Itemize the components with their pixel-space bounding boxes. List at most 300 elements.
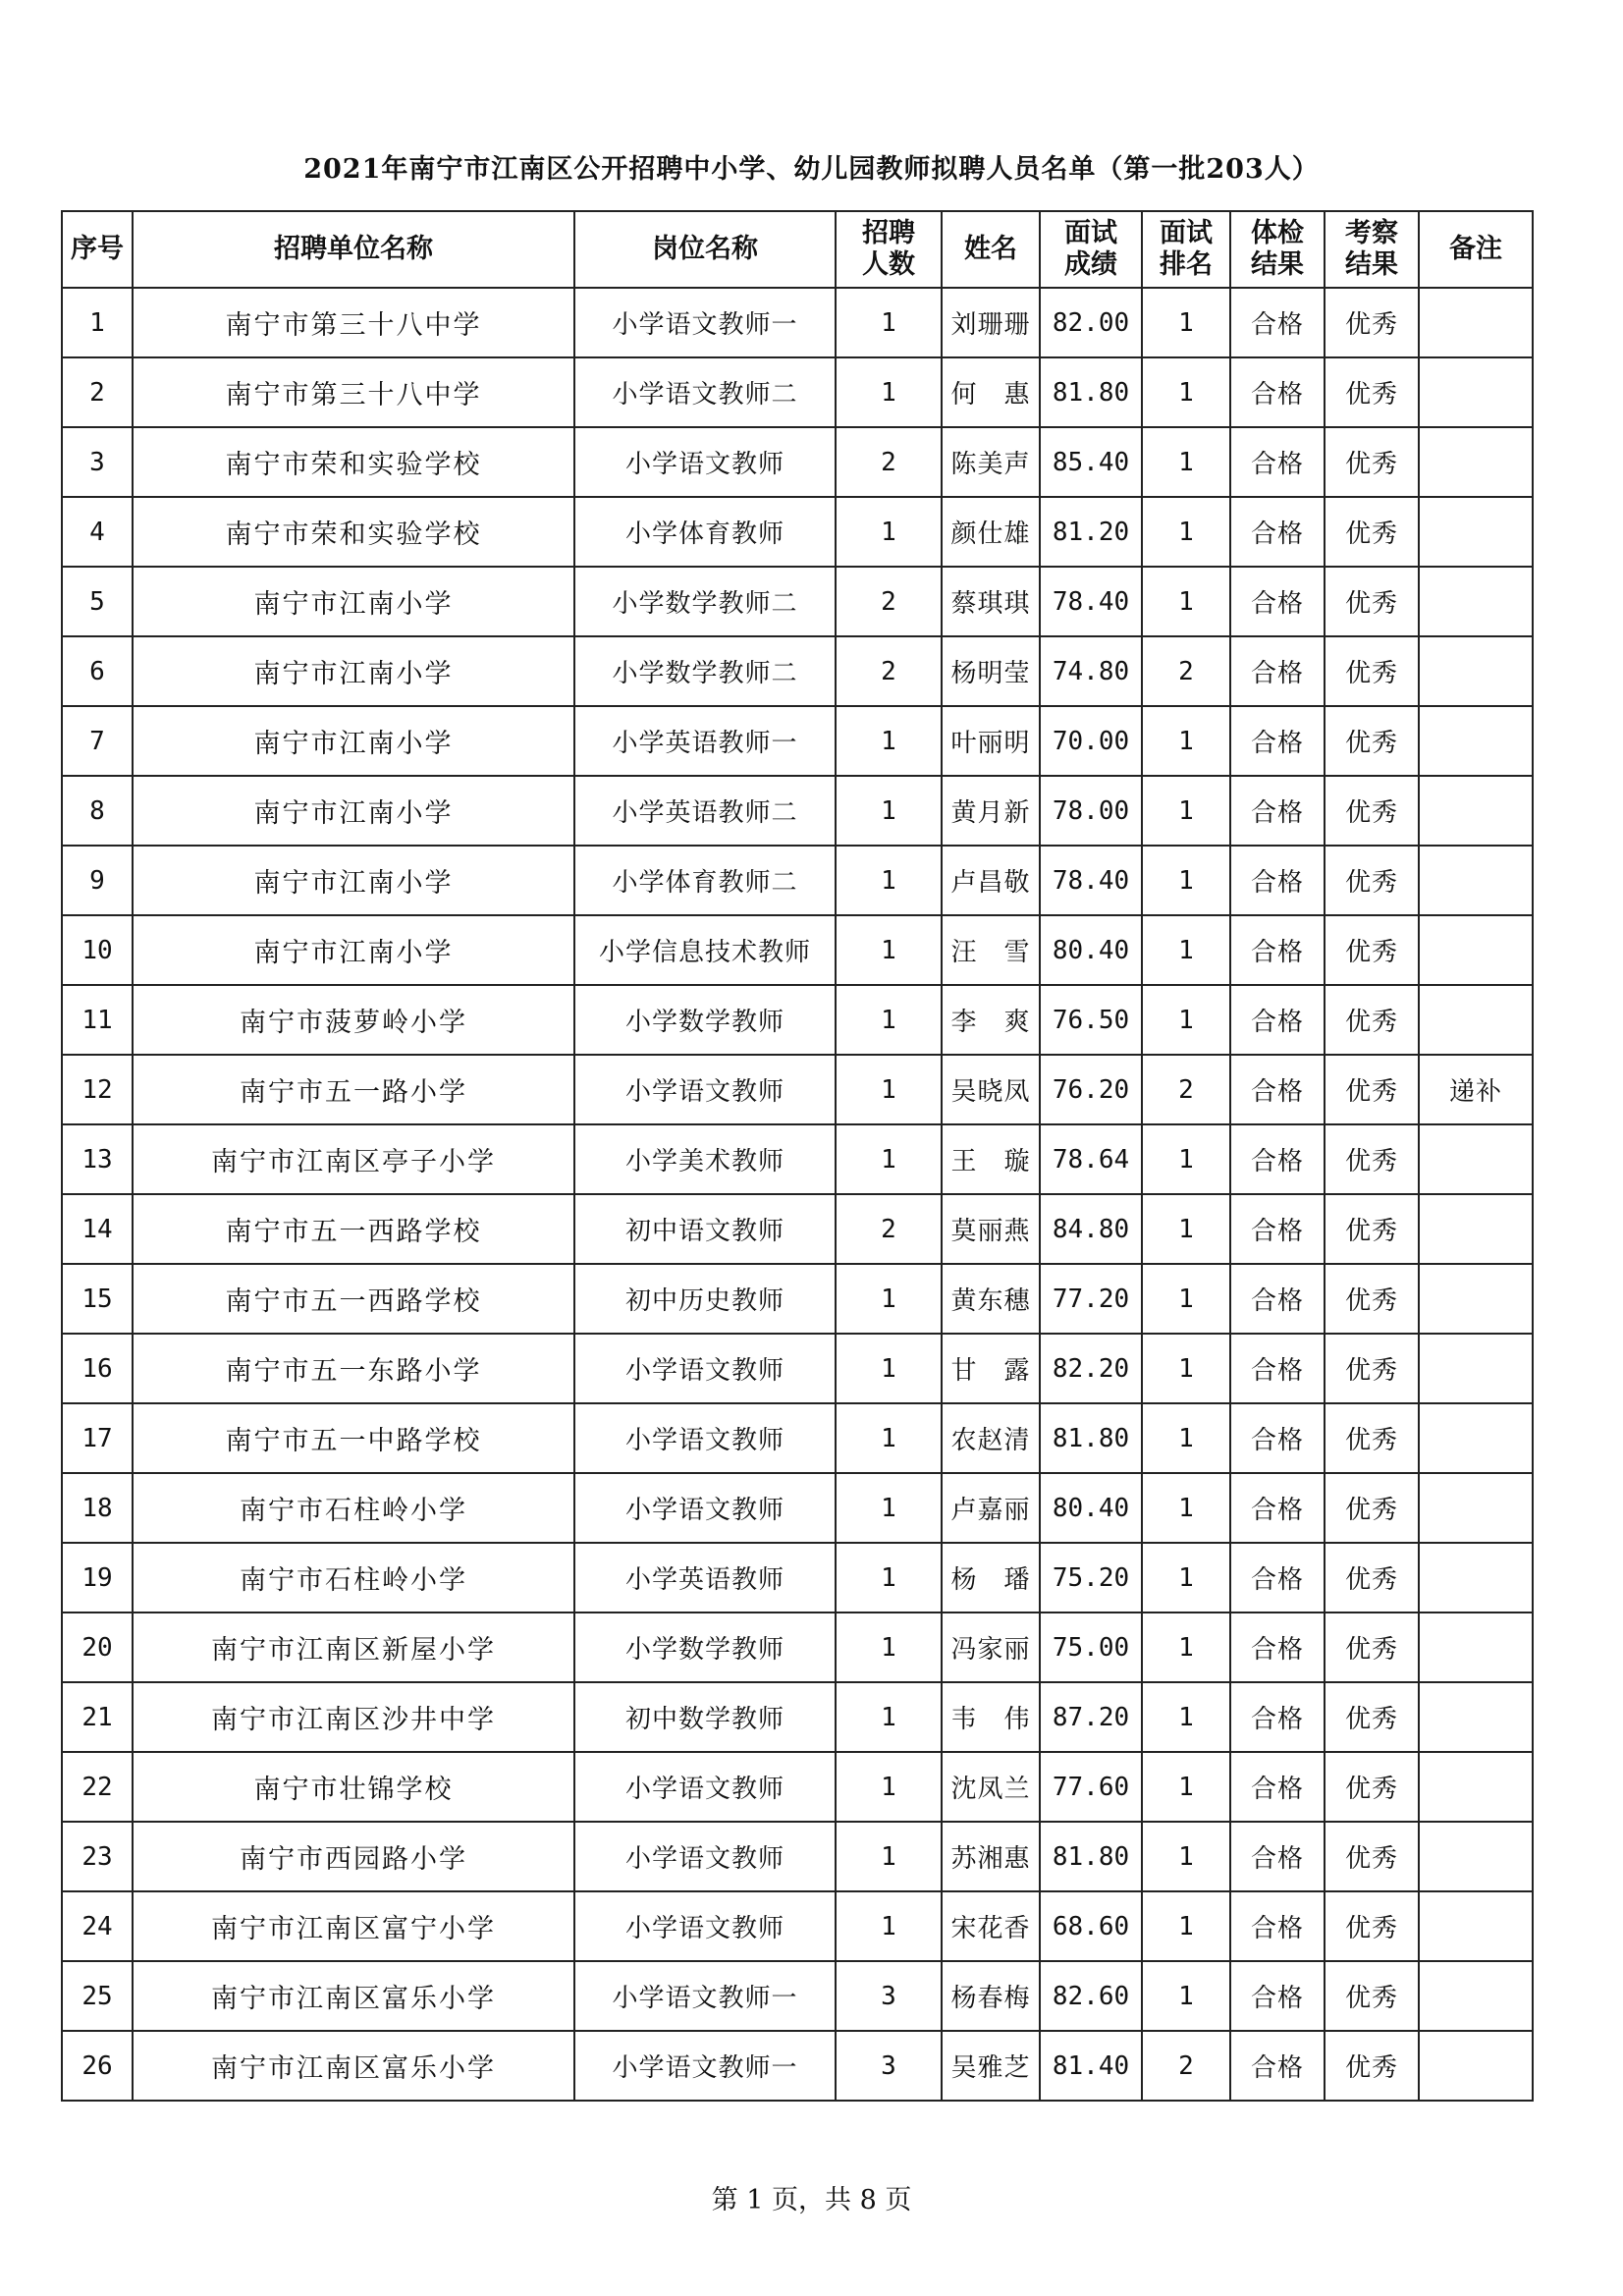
cell-name: 苏湘惠 [942,1822,1040,1891]
table-row [62,1822,1533,1891]
cell-exam: 合格 [1230,1752,1325,1822]
cell-no: 25 [62,1961,133,2031]
cell-rank: 1 [1142,288,1230,357]
cell-remark [1419,357,1533,427]
cell-position: 小学信息技术教师 [574,915,836,985]
cell-score: 68.60 [1040,1891,1142,1961]
header-quota-line2: 人数 [862,249,915,280]
cell-unit: 南宁市五一路小学 [133,1055,574,1124]
header-unit: 招聘单位名称 [133,211,574,288]
cell-review: 优秀 [1325,1264,1419,1334]
cell-review: 优秀 [1325,1543,1419,1613]
cell-position: 小学英语教师 [574,1543,836,1613]
cell-exam: 合格 [1230,915,1325,985]
cell-exam: 合格 [1230,1822,1325,1891]
cell-quota: 1 [836,706,942,776]
cell-position: 小学语文教师 [574,1891,836,1961]
cell-unit: 南宁市江南小学 [133,567,574,636]
cell-score: 77.20 [1040,1264,1142,1334]
cell-review: 优秀 [1325,1473,1419,1543]
table-row [62,1543,1533,1613]
cell-score: 78.00 [1040,776,1142,846]
cell-score: 82.20 [1040,1334,1142,1403]
cell-quota: 1 [836,1403,942,1473]
cell-score: 85.40 [1040,427,1142,497]
table-row [62,357,1533,427]
cell-exam: 合格 [1230,776,1325,846]
cell-name: 汪 雪 [942,915,1040,985]
cell-position: 小学体育教师 [574,497,836,567]
table-row [62,1264,1533,1334]
header-review-line1: 考察 [1345,218,1398,248]
cell-unit: 南宁市江南区亭子小学 [133,1124,574,1194]
cell-quota: 2 [836,567,942,636]
table-row [62,915,1533,985]
cell-rank: 1 [1142,706,1230,776]
table-row [62,846,1533,915]
cell-remark [1419,1543,1533,1613]
header-score [1040,211,1142,288]
cell-review: 优秀 [1325,2031,1419,2101]
cell-exam: 合格 [1230,1682,1325,1752]
table-row [62,497,1533,567]
cell-exam: 合格 [1230,497,1325,567]
cell-quota: 1 [836,915,942,985]
cell-rank: 1 [1142,985,1230,1055]
table-row [62,1613,1533,1682]
cell-position: 小学语文教师 [574,1473,836,1543]
table-row [62,1194,1533,1264]
cell-no: 2 [62,357,133,427]
cell-remark [1419,1613,1533,1682]
cell-position: 小学体育教师二 [574,846,836,915]
cell-remark [1419,2031,1533,2101]
cell-position: 初中历史教师 [574,1264,836,1334]
table-row [62,636,1533,706]
cell-name: 莫丽燕 [942,1194,1040,1264]
cell-name: 卢嘉丽 [942,1473,1040,1543]
cell-exam: 合格 [1230,357,1325,427]
cell-quota: 1 [836,1334,942,1403]
cell-no: 13 [62,1124,133,1194]
cell-no: 11 [62,985,133,1055]
cell-exam: 合格 [1230,846,1325,915]
cell-unit: 南宁市五一西路学校 [133,1264,574,1334]
cell-review: 优秀 [1325,706,1419,776]
cell-name: 杨 璠 [942,1543,1040,1613]
cell-review: 优秀 [1325,1124,1419,1194]
cell-remark [1419,1682,1533,1752]
cell-rank: 1 [1142,1752,1230,1822]
cell-review: 优秀 [1325,776,1419,846]
cell-remark [1419,1473,1533,1543]
cell-remark: 递补 [1419,1055,1533,1124]
cell-review: 优秀 [1325,1055,1419,1124]
cell-score: 81.20 [1040,497,1142,567]
cell-quota: 1 [836,288,942,357]
cell-exam: 合格 [1230,706,1325,776]
cell-unit: 南宁市菠萝岭小学 [133,985,574,1055]
cell-name: 蔡琪琪 [942,567,1040,636]
cell-position: 小学语文教师一 [574,1961,836,2031]
cell-unit: 南宁市江南小学 [133,915,574,985]
cell-unit: 南宁市第三十八中学 [133,357,574,427]
cell-unit: 南宁市五一东路小学 [133,1334,574,1403]
cell-review: 优秀 [1325,567,1419,636]
cell-no: 10 [62,915,133,985]
cell-score: 81.40 [1040,2031,1142,2101]
cell-position: 小学英语教师一 [574,706,836,776]
cell-remark [1419,1752,1533,1822]
cell-unit: 南宁市五一中路学校 [133,1403,574,1473]
cell-position: 小学数学教师 [574,1613,836,1682]
cell-unit: 南宁市五一西路学校 [133,1194,574,1264]
cell-unit: 南宁市江南区富乐小学 [133,2031,574,2101]
table-row [62,1403,1533,1473]
cell-score: 78.40 [1040,567,1142,636]
cell-score: 81.80 [1040,1403,1142,1473]
cell-exam: 合格 [1230,2031,1325,2101]
cell-exam: 合格 [1230,1264,1325,1334]
cell-position: 初中语文教师 [574,1194,836,1264]
cell-quota: 1 [836,776,942,846]
cell-review: 优秀 [1325,427,1419,497]
cell-rank: 1 [1142,1543,1230,1613]
cell-unit: 南宁市江南小学 [133,636,574,706]
cell-quota: 1 [836,1473,942,1543]
cell-name: 宋花香 [942,1891,1040,1961]
cell-no: 3 [62,427,133,497]
cell-position: 小学语文教师 [574,1403,836,1473]
cell-no: 22 [62,1752,133,1822]
cell-quota: 1 [836,1055,942,1124]
cell-quota: 1 [836,357,942,427]
cell-quota: 3 [836,1961,942,2031]
cell-review: 优秀 [1325,288,1419,357]
header-exam-line2: 结果 [1251,249,1304,280]
cell-unit: 南宁市荣和实验学校 [133,497,574,567]
cell-unit: 南宁市江南区沙井中学 [133,1682,574,1752]
cell-exam: 合格 [1230,1961,1325,2031]
cell-no: 8 [62,776,133,846]
cell-no: 12 [62,1055,133,1124]
cell-name: 卢昌敬 [942,846,1040,915]
header-score-line1: 面试 [1064,218,1117,248]
cell-name: 韦 伟 [942,1682,1040,1752]
cell-remark [1419,1891,1533,1961]
cell-rank: 1 [1142,1264,1230,1334]
cell-rank: 1 [1142,357,1230,427]
cell-review: 优秀 [1325,1822,1419,1891]
cell-review: 优秀 [1325,1403,1419,1473]
cell-unit: 南宁市江南小学 [133,776,574,846]
cell-unit: 南宁市西园路小学 [133,1822,574,1891]
cell-unit: 南宁市江南区富乐小学 [133,1961,574,2031]
cell-exam: 合格 [1230,1334,1325,1403]
document-title: 2021年南宁市江南区公开招聘中小学、幼儿园教师拟聘人员名单（第一批203人） [303,154,1320,185]
cell-no: 6 [62,636,133,706]
cell-no: 26 [62,2031,133,2101]
cell-position: 小学语文教师 [574,1334,836,1403]
cell-no: 21 [62,1682,133,1752]
cell-score: 75.00 [1040,1613,1142,1682]
cell-review: 优秀 [1325,1613,1419,1682]
header-review-line2: 结果 [1345,249,1398,280]
table-row [62,985,1533,1055]
cell-remark [1419,427,1533,497]
table-row [62,1752,1533,1822]
cell-position: 初中数学教师 [574,1682,836,1752]
cell-position: 小学语文教师一 [574,288,836,357]
cell-remark [1419,1334,1533,1403]
cell-score: 80.40 [1040,1473,1142,1543]
cell-no: 14 [62,1194,133,1264]
cell-quota: 1 [836,1124,942,1194]
table-row [62,1124,1533,1194]
cell-remark [1419,636,1533,706]
cell-remark [1419,1194,1533,1264]
cell-name: 叶丽明 [942,706,1040,776]
cell-score: 82.60 [1040,1961,1142,2031]
cell-unit: 南宁市壮锦学校 [133,1752,574,1822]
cell-exam: 合格 [1230,636,1325,706]
cell-position: 小学数学教师二 [574,567,836,636]
cell-score: 74.80 [1040,636,1142,706]
header-exam [1230,211,1325,288]
cell-name: 黄东穗 [942,1264,1040,1334]
header-exam-line1: 体检 [1251,218,1304,248]
cell-review: 优秀 [1325,1891,1419,1961]
cell-score: 81.80 [1040,357,1142,427]
header-remark: 备注 [1419,211,1533,288]
table-row [62,567,1533,636]
cell-quota: 2 [836,1194,942,1264]
table-row [62,2031,1533,2101]
cell-rank: 2 [1142,1055,1230,1124]
cell-position: 小学数学教师 [574,985,836,1055]
table-row [62,427,1533,497]
cell-score: 75.20 [1040,1543,1142,1613]
table-row [62,1682,1533,1752]
cell-name: 杨春梅 [942,1961,1040,2031]
cell-remark [1419,915,1533,985]
cell-no: 18 [62,1473,133,1543]
header-no: 序号 [62,211,133,288]
cell-no: 16 [62,1334,133,1403]
page-footer: 第 1 页，共 8 页 [711,2185,912,2215]
cell-name: 农赵清 [942,1403,1040,1473]
cell-score: 78.64 [1040,1124,1142,1194]
header-score-line2: 成绩 [1064,249,1117,280]
cell-quota: 2 [836,636,942,706]
cell-name: 冯家丽 [942,1613,1040,1682]
cell-exam: 合格 [1230,1473,1325,1543]
cell-exam: 合格 [1230,1124,1325,1194]
cell-no: 17 [62,1403,133,1473]
cell-no: 15 [62,1264,133,1334]
header-rank-line2: 排名 [1160,249,1213,280]
cell-rank: 1 [1142,1403,1230,1473]
roster-body [62,288,1533,2101]
cell-remark [1419,497,1533,567]
cell-name: 颜仕雄 [942,497,1040,567]
cell-rank: 2 [1142,636,1230,706]
cell-score: 81.80 [1040,1822,1142,1891]
cell-rank: 1 [1142,1124,1230,1194]
cell-remark [1419,846,1533,915]
cell-exam: 合格 [1230,1403,1325,1473]
cell-name: 杨明莹 [942,636,1040,706]
cell-quota: 3 [836,2031,942,2101]
cell-remark [1419,1403,1533,1473]
hiring-roster-table [61,210,1534,2102]
cell-quota: 1 [836,1264,942,1334]
cell-rank: 1 [1142,427,1230,497]
cell-exam: 合格 [1230,1891,1325,1961]
cell-rank: 1 [1142,1822,1230,1891]
cell-review: 优秀 [1325,1961,1419,2031]
cell-review: 优秀 [1325,846,1419,915]
cell-score: 77.60 [1040,1752,1142,1822]
cell-remark [1419,776,1533,846]
cell-quota: 1 [836,1752,942,1822]
cell-no: 4 [62,497,133,567]
cell-review: 优秀 [1325,1752,1419,1822]
cell-exam: 合格 [1230,985,1325,1055]
cell-no: 9 [62,846,133,915]
cell-position: 小学英语教师二 [574,776,836,846]
cell-exam: 合格 [1230,288,1325,357]
cell-exam: 合格 [1230,567,1325,636]
cell-review: 优秀 [1325,497,1419,567]
cell-exam: 合格 [1230,1194,1325,1264]
table-row [62,1473,1533,1543]
cell-score: 80.40 [1040,915,1142,985]
table-row [62,776,1533,846]
cell-rank: 1 [1142,776,1230,846]
cell-remark [1419,1264,1533,1334]
cell-quota: 1 [836,1543,942,1613]
cell-position: 小学语文教师 [574,1055,836,1124]
cell-remark [1419,567,1533,636]
cell-name: 黄月新 [942,776,1040,846]
cell-rank: 1 [1142,497,1230,567]
table-row [62,288,1533,357]
cell-quota: 1 [836,846,942,915]
cell-name: 李 爽 [942,985,1040,1055]
cell-rank: 1 [1142,1682,1230,1752]
cell-quota: 1 [836,1682,942,1752]
cell-unit: 南宁市石柱岭小学 [133,1543,574,1613]
cell-position: 小学语文教师二 [574,357,836,427]
cell-review: 优秀 [1325,915,1419,985]
cell-score: 87.20 [1040,1682,1142,1752]
header-name: 姓名 [942,211,1040,288]
header-rank [1142,211,1230,288]
cell-unit: 南宁市第三十八中学 [133,288,574,357]
cell-remark [1419,1961,1533,2031]
cell-score: 82.00 [1040,288,1142,357]
header-position: 岗位名称 [574,211,836,288]
cell-unit: 南宁市石柱岭小学 [133,1473,574,1543]
cell-quota: 1 [836,1822,942,1891]
header-quota [836,211,942,288]
header-quota-line1: 招聘 [862,218,915,248]
cell-exam: 合格 [1230,427,1325,497]
table-header-row [62,211,1533,288]
cell-no: 19 [62,1543,133,1613]
cell-review: 优秀 [1325,636,1419,706]
cell-exam: 合格 [1230,1543,1325,1613]
table-row [62,1891,1533,1961]
cell-rank: 2 [1142,2031,1230,2101]
cell-quota: 1 [836,985,942,1055]
cell-rank: 1 [1142,846,1230,915]
cell-quota: 2 [836,427,942,497]
cell-name: 何 惠 [942,357,1040,427]
cell-position: 小学语文教师 [574,1822,836,1891]
cell-position: 小学美术教师 [574,1124,836,1194]
cell-name: 吴晓凤 [942,1055,1040,1124]
cell-no: 1 [62,288,133,357]
cell-rank: 1 [1142,567,1230,636]
cell-review: 优秀 [1325,357,1419,427]
cell-unit: 南宁市江南区富宁小学 [133,1891,574,1961]
cell-no: 23 [62,1822,133,1891]
cell-exam: 合格 [1230,1055,1325,1124]
cell-quota: 1 [836,1613,942,1682]
cell-no: 20 [62,1613,133,1682]
table-row [62,706,1533,776]
cell-review: 优秀 [1325,985,1419,1055]
cell-unit: 南宁市江南区新屋小学 [133,1613,574,1682]
cell-position: 小学语文教师 [574,1752,836,1822]
cell-rank: 1 [1142,1891,1230,1961]
cell-unit: 南宁市荣和实验学校 [133,427,574,497]
header-review [1325,211,1419,288]
cell-quota: 1 [836,1891,942,1961]
cell-no: 24 [62,1891,133,1961]
cell-rank: 1 [1142,915,1230,985]
cell-remark [1419,985,1533,1055]
cell-no: 5 [62,567,133,636]
cell-exam: 合格 [1230,1613,1325,1682]
cell-score: 76.20 [1040,1055,1142,1124]
cell-name: 刘珊珊 [942,288,1040,357]
cell-position: 小学语文教师 [574,427,836,497]
cell-remark [1419,1822,1533,1891]
cell-rank: 1 [1142,1613,1230,1682]
table-row [62,1055,1533,1124]
cell-position: 小学语文教师一 [574,2031,836,2101]
cell-review: 优秀 [1325,1194,1419,1264]
cell-rank: 1 [1142,1194,1230,1264]
cell-rank: 1 [1142,1334,1230,1403]
cell-name: 沈凤兰 [942,1752,1040,1822]
table-row [62,1334,1533,1403]
cell-rank: 1 [1142,1961,1230,2031]
cell-remark [1419,706,1533,776]
cell-review: 优秀 [1325,1682,1419,1752]
cell-quota: 1 [836,497,942,567]
cell-no: 7 [62,706,133,776]
header-rank-line1: 面试 [1160,218,1213,248]
cell-unit: 南宁市江南小学 [133,846,574,915]
cell-remark [1419,288,1533,357]
cell-remark [1419,1124,1533,1194]
cell-score: 70.00 [1040,706,1142,776]
cell-position: 小学数学教师二 [574,636,836,706]
